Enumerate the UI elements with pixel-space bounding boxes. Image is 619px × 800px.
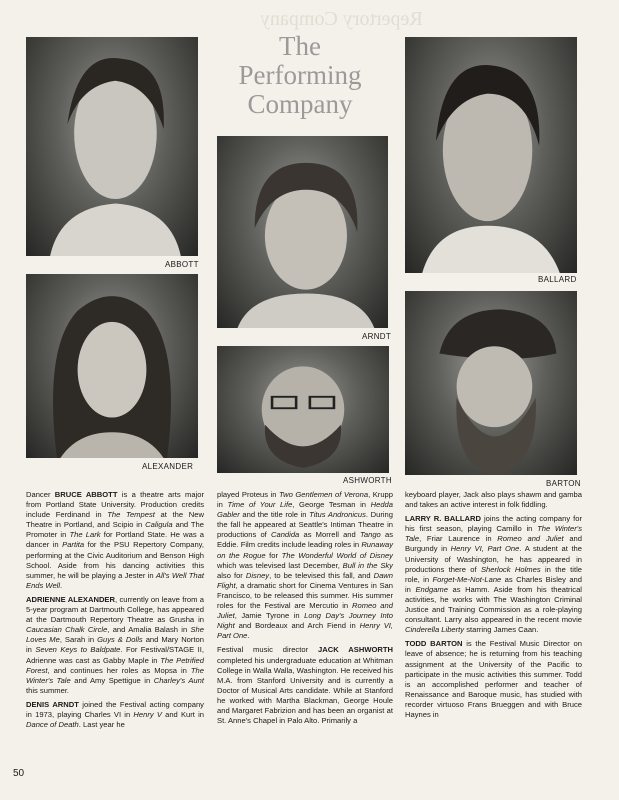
bio-barton: TODD BARTON is the Festival Music Director on leave of absence; he is returning from his teaching assignment at the University of the Pacific to participate in the music activities this summer. Todd is an accomplished performer and teacher of Renaissance and Baroque music, has studied with recorder virtuoso Frans Brueggen and with Bruce Haynes in [405,639,582,719]
text-column-2 [217,490,393,730]
caption-ballard: BALLARD [538,275,577,284]
photo-ashworth [217,346,389,473]
bio-abbott: Dancer BRUCE ABBOTT is a theatre arts major from Portland State University. Production credits include Ferdinand in The Tempest at the New Theatre in Portland, and Scipio in Caligula and The Promoter in The Lark for Portland State. He was a dancer in Partita for the PSU Repertory Company, performing at the Civic Auditorium and Benson High School. Aside from his dancing activities this summer, he will be playing a Jester in All's Well That Ends Well. [26,490,205,590]
bio-ballard: LARRY R. BALLARD joins the acting company for his first season, playing Camillo in The Winter's Tale, Friar Laurence in Romeo and Juliet and Burgundy in Henry VI, Part One. A student at the University of Washington, he has appeared in productions there of Sherlock Holmes in the title role, in Forget-Me-Not-Lane as Charles Bisley and in Endgame as Hamm. Aside from his theatrical activities, he works with The Washington Criminal Justice and Training Commission as a role-playing consultant. Larry also appeared in the recent movie Cinderella Liberty starring James Caan. [405,514,583,635]
caption-ashworth: ASHWORTH [343,476,392,485]
title-line-3: Company [247,89,353,119]
bio-ashworth: Festival music director JACK ASHWORTH completed his undergraduate education at Whitman College in Walla Walla, Washington. He received his M.A. from Stanford University and is currently a Doctor of Musical Arts candidate. While at Stanford he worked with Martha Blackman, George Houle and Margaret Fabrizion and has been an organist at St. Anne's Chapel in Palo Alto. Primarily a [217,645,393,726]
caption-alexander: ALEXANDER [142,462,194,471]
page-number: 50 [13,768,25,779]
bio-ashworth-cont: keyboard player, Jack also plays shawm and gamba and takes an active interest in folk fiddling. [405,490,582,510]
bio-arndt-cont: played Proteus in Two Gentlemen of Verona, Krupp in Time of Your Life, George Tesman in Hedda Gabler and the title role in Titus Andronicus. During the fall he appeared at Seattle's Intiman Theatre in productions of Candida as Morrell and Tango as Eddie. Film credits include leading roles in Runaway on the Rogue for The Wonderful World of Disney which was televised last December, Bull in the Sky also for Disney, to be televised this fall, and Dawn Flight, a dramatic short for Cinema Ventures in San Francisco, to be released this summer. His summer roles for the Festival are Mercutio in Romeo and Juliet, Jamie Tyrone in Long Day's Journey Into Night and Bordeaux and Arch Fiend in Henry VI, Part One. [217,490,394,641]
title-line-2: Performing [238,60,362,90]
bleed-through-text: Repertory Company [260,8,423,30]
caption-arndt: ARNDT [362,332,392,341]
bio-alexander: ADRIENNE ALEXANDER, currently on leave from a 5-year program at Dartmouth College, has appeared at the Dartmouth Repertory Theatre as Grusha in Caucasian Chalk Circle, and Amalia Balash in She Loves Me, Sarah in Guys & Dolls and Mary Norton in Seven Keys to Baldpate. For Festival/STAGE II, Adrienne was cast as Gabby Maple in The Petrified Forest, and continues her roles as Mopsa in The Winter's Tale and Amy Spettigue in Charley's Aunt this summer. [26,594,204,695]
text-column-3 [405,490,582,724]
bio-arndt-start: DENIS ARNDT joined the Festival acting company in 1973, playing Charles VI in Henry V and Kurt in Dance of Death. Last year he [26,699,204,730]
photo-arndt [217,136,388,328]
photo-barton [405,291,577,475]
caption-abbott: ABBOTT [165,260,199,269]
caption-barton: BARTON [546,479,581,488]
title-line-1: The [279,31,321,61]
page-title [200,32,400,119]
photo-abbott [26,37,198,256]
photo-alexander [26,274,198,458]
text-column-1 [26,490,204,734]
photo-ballard [405,37,577,273]
